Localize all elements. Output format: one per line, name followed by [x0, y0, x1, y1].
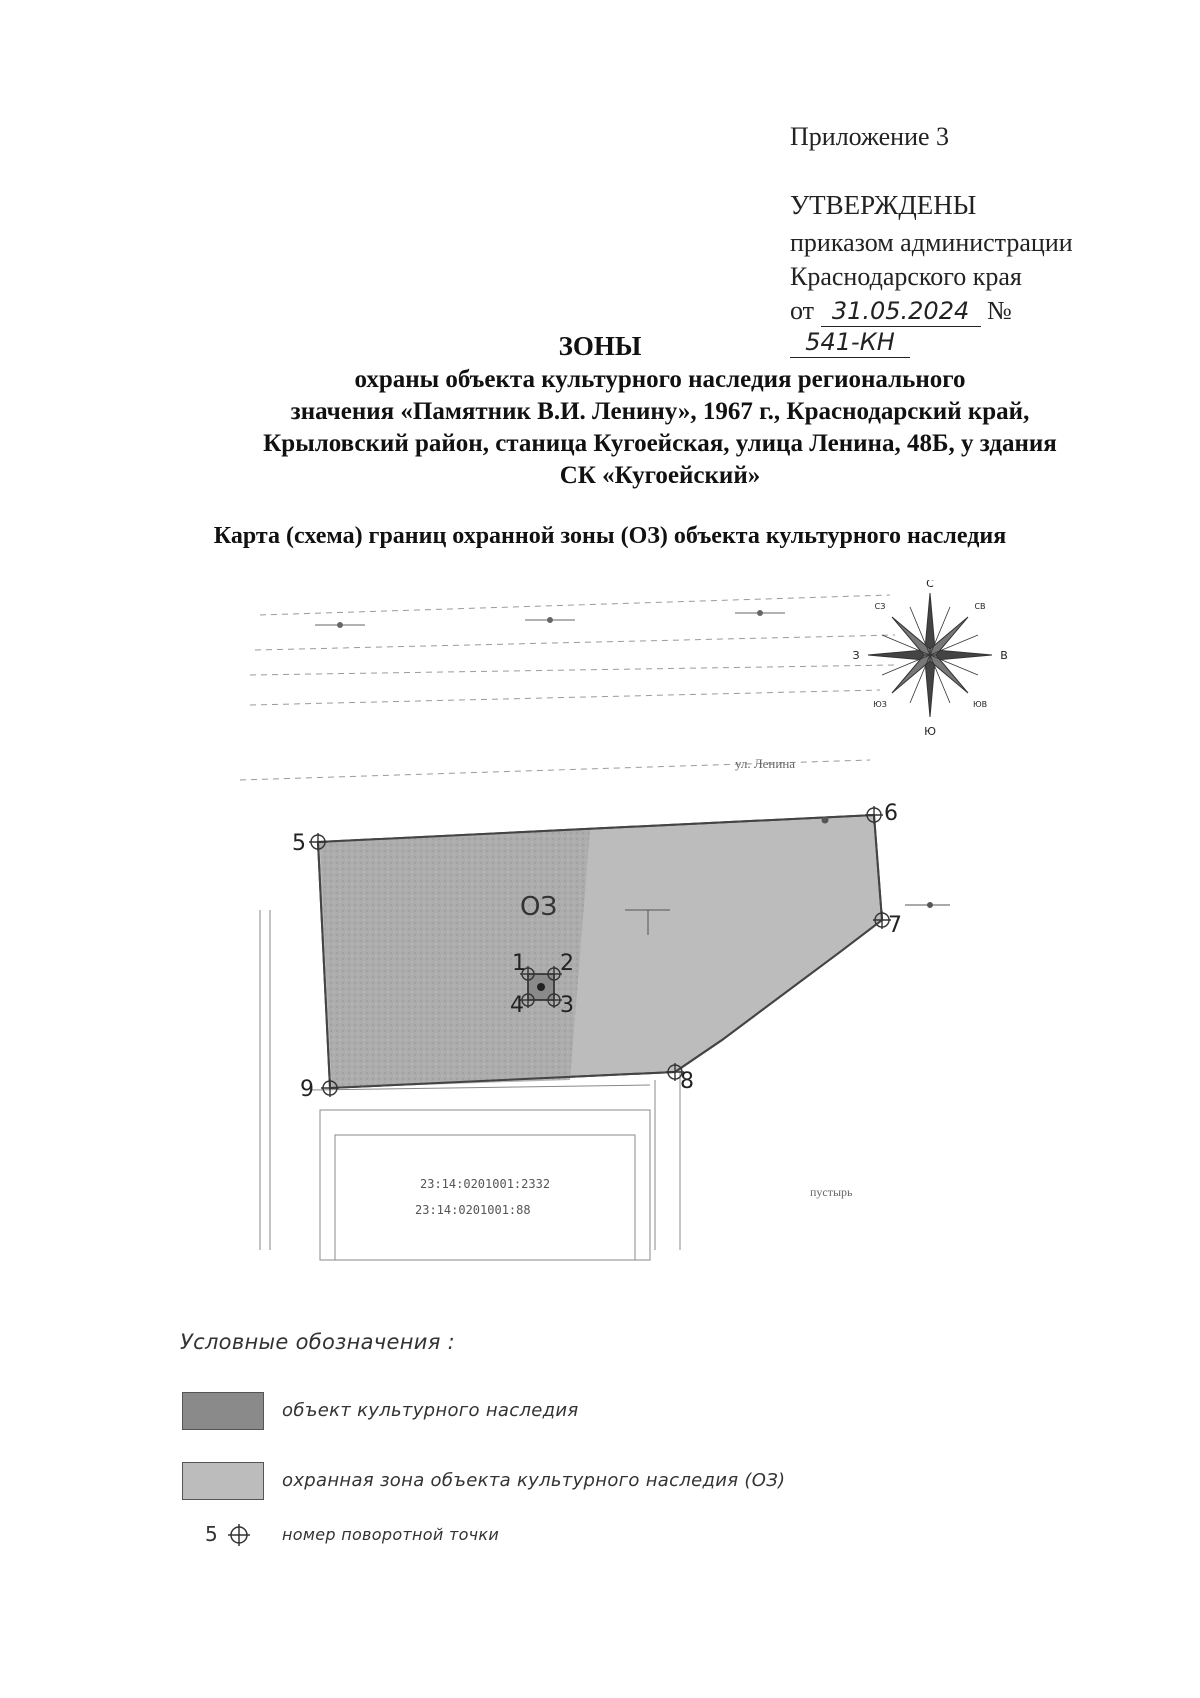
compass-north: С	[926, 580, 934, 590]
legend-heritage-swatch	[182, 1392, 264, 1430]
point-label-2: 2	[560, 951, 574, 976]
compass-west: З	[852, 649, 860, 662]
title-line-1: охраны объекта культурного наследия регионального	[354, 366, 966, 393]
point-label-9: 9	[300, 1077, 314, 1102]
approval-heading: УТВЕРЖДЕНЫ	[790, 190, 977, 220]
compass-nw: СЗ	[874, 602, 886, 611]
title-line-3: Крыловский район, станица Кугоейская, улица Ленина, 48Б, у здания	[263, 430, 1057, 457]
legend-point-label: номер поворотной точки	[282, 1525, 500, 1544]
point-label-6: 6	[884, 801, 898, 826]
legend-heritage-label: объект культурного наследия	[282, 1400, 579, 1421]
title-line-4: СК «Кугоейский»	[559, 462, 761, 489]
point-label-5: 5	[292, 831, 306, 856]
zone-label: ОЗ	[520, 892, 558, 922]
date-prefix: от	[790, 296, 815, 325]
street-label: ул. Ленина	[735, 756, 796, 771]
point-label-4: 4	[510, 993, 524, 1018]
compass-ne: СВ	[974, 602, 986, 611]
compass-rose	[852, 580, 1007, 738]
zone-shading	[320, 830, 590, 1088]
number-prefix: №	[987, 296, 1012, 325]
point-label-8: 8	[680, 1069, 694, 1094]
compass-se: ЮВ	[972, 700, 988, 709]
legend-title: Условные обозначения :	[180, 1330, 455, 1354]
legend-zone-swatch	[182, 1462, 264, 1500]
approval-line-2: Краснодарского края	[790, 262, 1022, 291]
title-line-2: значения «Памятник В.И. Ленину», 1967 г., Краснодарский край,	[290, 398, 1030, 425]
protection-zone-map	[150, 580, 1150, 1320]
point-label-1: 1	[512, 951, 526, 976]
background-labels	[315, 610, 785, 628]
compass-sw: ЮЗ	[873, 700, 887, 709]
number-value: 541-КН	[805, 328, 895, 356]
point-label-7: 7	[888, 913, 902, 938]
date-value: 31.05.2024	[831, 297, 970, 325]
legend-point-number: 5	[205, 1522, 219, 1546]
approval-line-1: приказом администрации	[790, 228, 1073, 257]
appendix-label: Приложение 3	[790, 122, 950, 151]
turning-point-icon	[226, 1522, 252, 1548]
point-label-3: 3	[560, 993, 574, 1018]
document-title: ЗОНЫ	[558, 331, 642, 361]
cadastral-number-2: 23:14:0201001:88	[415, 1203, 531, 1217]
compass-south: Ю	[924, 725, 936, 738]
map-title: Карта (схема) границ охранной зоны (ОЗ) объекта культурного наследия	[213, 523, 1007, 549]
approval-date-row	[790, 296, 1130, 356]
legend-zone-label: охранная зона объекта культурного наследия (ОЗ)	[282, 1470, 786, 1491]
date-field	[821, 296, 981, 327]
wasteland-label: пустырь	[810, 1185, 853, 1199]
compass-east: В	[1000, 649, 1008, 662]
cadastral-number-1: 23:14:0201001:2332	[420, 1177, 551, 1191]
